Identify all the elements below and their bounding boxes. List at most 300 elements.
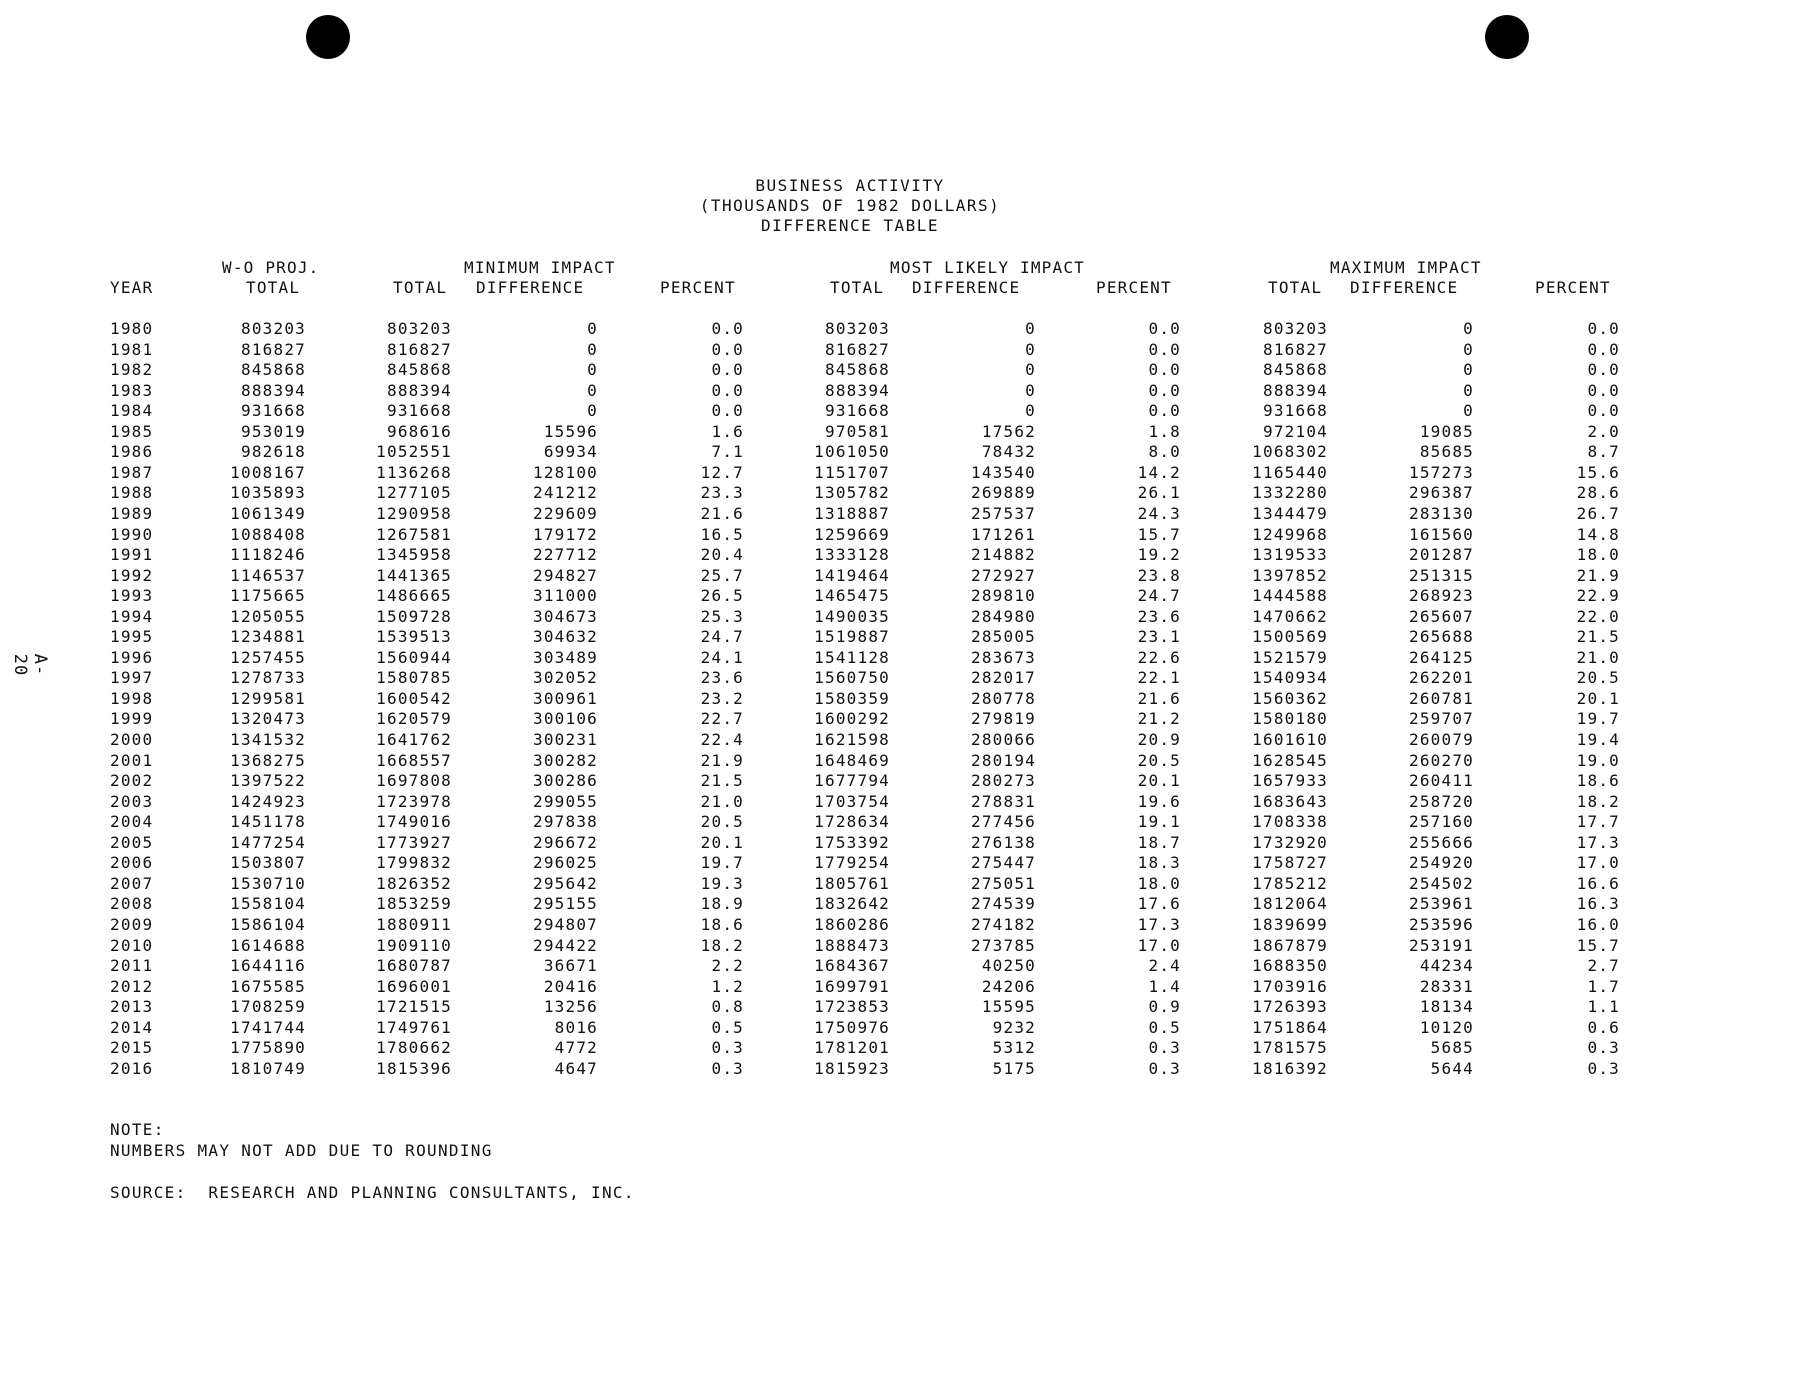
cell-min-percent: 21.9	[700, 750, 744, 770]
cell-likely-total: 1061050	[814, 442, 890, 462]
cell-wo-total: 1341532	[230, 730, 306, 749]
cell-min-difference: 311000	[533, 586, 598, 606]
cell-year: 1987	[110, 462, 154, 482]
cell-wo-total: 1146537	[230, 565, 306, 585]
cell-min-percent: 23.2	[700, 688, 744, 708]
cell-wo-total: 1530710	[230, 873, 306, 893]
cell-likely-percent: 17.0	[1137, 935, 1181, 955]
cell-likely-percent: 23.6	[1137, 606, 1181, 626]
cell-min-difference: 0	[587, 319, 598, 338]
cell-min-percent: 0.0	[711, 401, 744, 421]
cell-likely-total: 1465475	[814, 586, 890, 606]
note-text: NUMBERS MAY NOT ADD DUE TO ROUNDING	[110, 1141, 493, 1160]
cell-min-total: 1277105	[376, 483, 452, 503]
cell-wo-total: 1320473	[230, 709, 306, 729]
cell-max-percent: 14.8	[1576, 524, 1620, 544]
cell-max-total: 1688350	[1252, 956, 1328, 976]
cell-min-difference: 15596	[543, 421, 598, 441]
cell-max-percent: 21.9	[1576, 565, 1620, 585]
cell-min-percent: 25.3	[700, 606, 744, 626]
cell-max-difference: 257160	[1409, 812, 1474, 832]
cell-max-total: 1560362	[1252, 688, 1328, 708]
cell-max-total: 1816392	[1252, 1058, 1328, 1078]
cell-year: 2013	[110, 997, 154, 1017]
cell-likely-difference: 17562	[981, 421, 1036, 441]
cell-max-difference: 0	[1463, 380, 1474, 400]
cell-year: 2008	[110, 894, 154, 914]
cell-max-percent: 16.6	[1576, 873, 1620, 893]
cell-likely-difference: 289810	[971, 586, 1036, 606]
cell-likely-percent: 20.9	[1137, 730, 1181, 749]
cell-min-difference: 294827	[533, 565, 598, 585]
cell-min-percent: 25.7	[700, 565, 744, 585]
cell-max-percent: 18.6	[1576, 771, 1620, 791]
cell-max-total: 1319533	[1252, 545, 1328, 565]
cell-min-total: 803203	[387, 319, 452, 338]
cell-likely-percent: 23.1	[1137, 627, 1181, 647]
cell-year: 1990	[110, 524, 154, 544]
cell-max-total: 1867879	[1252, 935, 1328, 955]
cell-wo-total: 1397522	[230, 771, 306, 791]
cell-likely-difference: 277456	[971, 812, 1036, 832]
cell-max-difference: 253191	[1409, 935, 1474, 955]
cell-max-difference: 0	[1463, 319, 1474, 338]
cell-likely-percent: 14.2	[1137, 462, 1181, 482]
header-most-likely-impact: MOST LIKELY IMPACT	[890, 258, 1085, 277]
cell-wo-total: 1088408	[230, 524, 306, 544]
cell-min-difference: 241212	[533, 483, 598, 503]
cell-wo-total: 931668	[241, 401, 306, 421]
header-wo-proj: W-O PROJ.	[222, 258, 320, 277]
cell-min-difference: 0	[587, 380, 598, 400]
cell-wo-total: 845868	[241, 360, 306, 380]
cell-max-percent: 0.0	[1587, 360, 1620, 380]
cell-max-difference: 262201	[1409, 668, 1474, 688]
cell-min-total: 1780662	[376, 1038, 452, 1058]
cell-year: 2015	[110, 1038, 154, 1058]
cell-max-total: 845868	[1263, 360, 1328, 380]
cell-likely-percent: 0.0	[1148, 360, 1181, 380]
cell-year: 2016	[110, 1058, 154, 1078]
cell-min-total: 816827	[387, 339, 452, 359]
cell-likely-difference: 24206	[981, 976, 1036, 996]
cell-max-total: 1332280	[1252, 483, 1328, 503]
cell-max-percent: 16.3	[1576, 894, 1620, 914]
cell-max-difference: 265688	[1409, 627, 1474, 647]
cell-year: 1982	[110, 360, 154, 380]
cell-likely-percent: 0.0	[1148, 339, 1181, 359]
cell-min-total: 1880911	[376, 914, 452, 934]
header-wo-total: TOTAL	[246, 278, 301, 297]
cell-likely-percent: 0.0	[1148, 319, 1181, 338]
cell-max-difference: 296387	[1409, 483, 1474, 503]
cell-max-percent: 0.3	[1587, 1038, 1620, 1058]
cell-max-percent: 26.7	[1576, 503, 1620, 523]
cell-min-difference: 0	[587, 401, 598, 421]
cell-likely-percent: 19.1	[1137, 812, 1181, 832]
cell-max-total: 803203	[1263, 319, 1328, 338]
cell-year: 1986	[110, 442, 154, 462]
cell-likely-difference: 275447	[971, 853, 1036, 873]
header-likely-difference: DIFFERENCE	[912, 278, 1021, 297]
cell-max-difference: 283130	[1409, 503, 1474, 523]
cell-likely-percent: 21.6	[1137, 688, 1181, 708]
cell-likely-difference: 274539	[971, 894, 1036, 914]
cell-min-difference: 4647	[554, 1058, 598, 1078]
cell-year: 1995	[110, 627, 154, 647]
cell-wo-total: 888394	[241, 380, 306, 400]
cell-max-total: 1785212	[1252, 873, 1328, 893]
cell-wo-total: 1451178	[230, 812, 306, 832]
cell-min-percent: 0.3	[711, 1058, 744, 1078]
cell-max-difference: 0	[1463, 360, 1474, 380]
cell-likely-difference: 272927	[971, 565, 1036, 585]
cell-likely-percent: 23.8	[1137, 565, 1181, 585]
cell-likely-total: 1333128	[814, 545, 890, 565]
cell-wo-total: 1118246	[230, 545, 306, 565]
cell-max-percent: 2.0	[1587, 421, 1620, 441]
header-max-difference: DIFFERENCE	[1350, 278, 1459, 297]
cell-max-total: 1708338	[1252, 812, 1328, 832]
cell-likely-total: 1259669	[814, 524, 890, 544]
cell-min-total: 1749761	[376, 1017, 452, 1037]
cell-max-percent: 22.9	[1576, 586, 1620, 606]
cell-min-difference: 296672	[533, 832, 598, 852]
cell-max-percent: 17.3	[1576, 832, 1620, 852]
cell-min-percent: 22.4	[700, 730, 744, 749]
cell-max-difference: 253596	[1409, 914, 1474, 934]
cell-likely-percent: 0.5	[1148, 1017, 1181, 1037]
cell-likely-percent: 1.4	[1148, 976, 1181, 996]
cell-max-percent: 18.0	[1576, 545, 1620, 565]
cell-min-total: 1345958	[376, 545, 452, 565]
cell-min-difference: 302052	[533, 668, 598, 688]
cell-max-percent: 17.7	[1576, 812, 1620, 832]
cell-year: 2002	[110, 771, 154, 791]
cell-max-difference: 5685	[1430, 1038, 1474, 1058]
cell-max-percent: 15.6	[1576, 462, 1620, 482]
cell-min-total: 931668	[387, 401, 452, 421]
cell-likely-difference: 78432	[981, 442, 1036, 462]
cell-min-percent: 20.4	[700, 545, 744, 565]
cell-likely-percent: 24.3	[1137, 503, 1181, 523]
cell-min-percent: 23.6	[700, 668, 744, 688]
cell-min-total: 1773927	[376, 832, 452, 852]
cell-wo-total: 816827	[241, 339, 306, 359]
cell-likely-difference: 278831	[971, 791, 1036, 811]
cell-max-total: 1732920	[1252, 832, 1328, 852]
cell-likely-percent: 19.2	[1137, 545, 1181, 565]
cell-min-total: 1620579	[376, 709, 452, 729]
cell-wo-total: 1741744	[230, 1017, 306, 1037]
punch-hole-left	[306, 15, 350, 59]
cell-wo-total: 1644116	[230, 956, 306, 976]
cell-min-difference: 0	[587, 360, 598, 380]
cell-wo-total: 1299581	[230, 688, 306, 708]
cell-max-total: 1500569	[1252, 627, 1328, 647]
cell-likely-total: 1318887	[814, 503, 890, 523]
cell-likely-total: 1490035	[814, 606, 890, 626]
cell-likely-percent: 1.8	[1148, 421, 1181, 441]
cell-min-difference: 229609	[533, 503, 598, 523]
cell-max-difference: 255666	[1409, 832, 1474, 852]
cell-min-difference: 296025	[533, 853, 598, 873]
cell-likely-difference: 5312	[992, 1038, 1036, 1058]
cell-year: 2012	[110, 976, 154, 996]
cell-likely-percent: 20.5	[1137, 750, 1181, 770]
cell-likely-percent: 21.2	[1137, 709, 1181, 729]
cell-min-percent: 18.2	[700, 935, 744, 955]
cell-max-percent: 22.0	[1576, 606, 1620, 626]
cell-wo-total: 1175665	[230, 586, 306, 606]
cell-year: 2005	[110, 832, 154, 852]
cell-max-percent: 0.0	[1587, 339, 1620, 359]
cell-min-difference: 8016	[554, 1017, 598, 1037]
cell-wo-total: 1368275	[230, 750, 306, 770]
cell-likely-percent: 24.7	[1137, 586, 1181, 606]
cell-max-percent: 1.7	[1587, 976, 1620, 996]
cell-likely-percent: 15.7	[1137, 524, 1181, 544]
cell-min-total: 1826352	[376, 873, 452, 893]
cell-max-total: 1444588	[1252, 586, 1328, 606]
cell-max-total: 1812064	[1252, 894, 1328, 914]
cell-min-total: 1668557	[376, 750, 452, 770]
cell-likely-difference: 275051	[971, 873, 1036, 893]
cell-max-difference: 19085	[1419, 421, 1474, 441]
cell-max-total: 1657933	[1252, 771, 1328, 791]
cell-max-difference: 259707	[1409, 709, 1474, 729]
cell-likely-percent: 19.6	[1137, 791, 1181, 811]
cell-min-percent: 0.8	[711, 997, 744, 1017]
cell-wo-total: 1008167	[230, 462, 306, 482]
cell-max-percent: 18.2	[1576, 791, 1620, 811]
cell-min-percent: 18.9	[700, 894, 744, 914]
cell-max-difference: 264125	[1409, 647, 1474, 667]
cell-max-total: 1751864	[1252, 1017, 1328, 1037]
cell-year: 1980	[110, 319, 154, 338]
cell-wo-total: 1234881	[230, 627, 306, 647]
cell-likely-total: 970581	[825, 421, 890, 441]
cell-likely-difference: 280194	[971, 750, 1036, 770]
cell-likely-percent: 0.9	[1148, 997, 1181, 1017]
cell-likely-percent: 0.3	[1148, 1038, 1181, 1058]
cell-max-percent: 20.5	[1576, 668, 1620, 688]
cell-min-difference: 227712	[533, 545, 598, 565]
cell-min-total: 1441365	[376, 565, 452, 585]
cell-max-total: 931668	[1263, 401, 1328, 421]
cell-likely-percent: 18.3	[1137, 853, 1181, 873]
cell-likely-difference: 0	[1025, 319, 1036, 338]
cell-max-total: 1540934	[1252, 668, 1328, 688]
cell-min-difference: 300106	[533, 709, 598, 729]
cell-max-percent: 1.1	[1587, 997, 1620, 1017]
cell-min-percent: 12.7	[700, 462, 744, 482]
cell-min-total: 845868	[387, 360, 452, 380]
cell-likely-total: 1151707	[814, 462, 890, 482]
cell-min-total: 1486665	[376, 586, 452, 606]
cell-likely-difference: 0	[1025, 380, 1036, 400]
cell-likely-percent: 17.6	[1137, 894, 1181, 914]
cell-likely-difference: 283673	[971, 647, 1036, 667]
cell-min-total: 1853259	[376, 894, 452, 914]
cell-min-total: 1680787	[376, 956, 452, 976]
cell-max-total: 1249968	[1252, 524, 1328, 544]
cell-max-total: 1758727	[1252, 853, 1328, 873]
cell-wo-total: 1675585	[230, 976, 306, 996]
cell-likely-percent: 22.6	[1137, 647, 1181, 667]
cell-likely-percent: 2.4	[1148, 956, 1181, 976]
cell-min-percent: 20.5	[700, 812, 744, 832]
cell-min-total: 1723978	[376, 791, 452, 811]
cell-wo-total: 1257455	[230, 647, 306, 667]
cell-likely-total: 1815923	[814, 1058, 890, 1078]
cell-max-total: 1521579	[1252, 647, 1328, 667]
cell-max-difference: 157273	[1409, 462, 1474, 482]
cell-max-total: 1344479	[1252, 503, 1328, 523]
cell-min-total: 1136268	[376, 462, 452, 482]
cell-max-total: 1781575	[1252, 1038, 1328, 1058]
cell-likely-difference: 274182	[971, 914, 1036, 934]
cell-likely-difference: 279819	[971, 709, 1036, 729]
cell-max-total: 1839699	[1252, 914, 1328, 934]
cell-max-difference: 161560	[1409, 524, 1474, 544]
cell-min-percent: 0.0	[711, 319, 744, 338]
cell-wo-total: 1503807	[230, 853, 306, 873]
header-year: YEAR	[110, 278, 154, 297]
cell-likely-total: 1600292	[814, 709, 890, 729]
cell-min-difference: 304673	[533, 606, 598, 626]
cell-likely-total: 1779254	[814, 853, 890, 873]
cell-likely-total: 1677794	[814, 771, 890, 791]
cell-max-difference: 44234	[1419, 956, 1474, 976]
cell-min-difference: 36671	[543, 956, 598, 976]
cell-min-difference: 300961	[533, 688, 598, 708]
cell-wo-total: 1477254	[230, 832, 306, 852]
cell-min-total: 1600542	[376, 688, 452, 708]
cell-likely-total: 1703754	[814, 791, 890, 811]
cell-min-percent: 21.6	[700, 503, 744, 523]
cell-max-difference: 28331	[1419, 976, 1474, 996]
cell-year: 1981	[110, 339, 154, 359]
source-line: SOURCE: RESEARCH AND PLANNING CONSULTANTS, INC.	[110, 1183, 635, 1202]
page-number: A-20	[10, 653, 50, 677]
cell-min-difference: 299055	[533, 791, 598, 811]
cell-likely-total: 888394	[825, 380, 890, 400]
cell-max-total: 1397852	[1252, 565, 1328, 585]
header-max-total: TOTAL	[1268, 278, 1323, 297]
cell-likely-total: 1699791	[814, 976, 890, 996]
cell-year: 1997	[110, 668, 154, 688]
cell-min-difference: 4772	[554, 1038, 598, 1058]
cell-max-difference: 5644	[1430, 1058, 1474, 1078]
cell-min-total: 1267581	[376, 524, 452, 544]
cell-min-difference: 13256	[543, 997, 598, 1017]
cell-likely-difference: 280066	[971, 730, 1036, 749]
cell-min-total: 1290958	[376, 503, 452, 523]
header-maximum-impact: MAXIMUM IMPACT	[1330, 258, 1482, 277]
cell-min-difference: 294807	[533, 914, 598, 934]
cell-max-difference: 260270	[1409, 750, 1474, 770]
header-min-total: TOTAL	[393, 278, 448, 297]
cell-likely-difference: 0	[1025, 339, 1036, 359]
cell-min-difference: 304632	[533, 627, 598, 647]
cell-min-total: 968616	[387, 421, 452, 441]
cell-likely-difference: 285005	[971, 627, 1036, 647]
cell-likely-difference: 143540	[971, 462, 1036, 482]
cell-min-total: 1909110	[376, 935, 452, 955]
cell-min-percent: 0.0	[711, 339, 744, 359]
cell-max-total: 1628545	[1252, 750, 1328, 770]
cell-year: 1999	[110, 709, 154, 729]
cell-max-percent: 21.0	[1576, 647, 1620, 667]
table-subtitle: (THOUSANDS OF 1982 DOLLARS)	[699, 196, 1001, 215]
cell-year: 2009	[110, 914, 154, 934]
cell-min-percent: 2.2	[711, 956, 744, 976]
cell-max-total: 1165440	[1252, 462, 1328, 482]
cell-min-percent: 24.7	[700, 627, 744, 647]
cell-max-total: 1703916	[1252, 976, 1328, 996]
cell-max-difference: 268923	[1409, 586, 1474, 606]
cell-year: 1993	[110, 586, 154, 606]
cell-year: 2011	[110, 956, 154, 976]
cell-likely-total: 1305782	[814, 483, 890, 503]
cell-likely-total: 1723853	[814, 997, 890, 1017]
cell-likely-total: 1560750	[814, 668, 890, 688]
cell-wo-total: 1061349	[230, 503, 306, 523]
cell-min-percent: 19.3	[700, 873, 744, 893]
cell-max-percent: 19.4	[1576, 730, 1620, 749]
cell-max-difference: 201287	[1409, 545, 1474, 565]
cell-likely-percent: 0.0	[1148, 380, 1181, 400]
cell-likely-total: 1753392	[814, 832, 890, 852]
cell-max-percent: 2.7	[1587, 956, 1620, 976]
cell-max-difference: 0	[1463, 401, 1474, 421]
cell-year: 2001	[110, 750, 154, 770]
cell-year: 1994	[110, 606, 154, 626]
table-title: BUSINESS ACTIVITY	[755, 176, 945, 195]
header-likely-percent: PERCENT	[1096, 278, 1172, 297]
cell-min-percent: 21.0	[700, 791, 744, 811]
cell-year: 1988	[110, 483, 154, 503]
cell-likely-difference: 0	[1025, 401, 1036, 421]
cell-year: 1992	[110, 565, 154, 585]
cell-likely-percent: 0.0	[1148, 401, 1181, 421]
cell-likely-difference: 282017	[971, 668, 1036, 688]
cell-min-total: 1052551	[376, 442, 452, 462]
cell-min-percent: 20.1	[700, 832, 744, 852]
cell-year: 1996	[110, 647, 154, 667]
cell-likely-percent: 26.1	[1137, 483, 1181, 503]
cell-min-total: 1641762	[376, 730, 452, 749]
cell-max-difference: 251315	[1409, 565, 1474, 585]
cell-max-total: 816827	[1263, 339, 1328, 359]
cell-likely-total: 1832642	[814, 894, 890, 914]
cell-max-percent: 16.0	[1576, 914, 1620, 934]
cell-likely-total: 803203	[825, 319, 890, 338]
cell-year: 2007	[110, 873, 154, 893]
cell-min-percent: 16.5	[700, 524, 744, 544]
cell-min-difference: 303489	[533, 647, 598, 667]
cell-min-difference: 300282	[533, 750, 598, 770]
cell-max-total: 1683643	[1252, 791, 1328, 811]
cell-max-difference: 18134	[1419, 997, 1474, 1017]
cell-max-difference: 258720	[1409, 791, 1474, 811]
cell-max-difference: 0	[1463, 339, 1474, 359]
cell-min-total: 1539513	[376, 627, 452, 647]
cell-wo-total: 1614688	[230, 935, 306, 955]
cell-max-total: 1580180	[1252, 709, 1328, 729]
cell-year: 1985	[110, 421, 154, 441]
